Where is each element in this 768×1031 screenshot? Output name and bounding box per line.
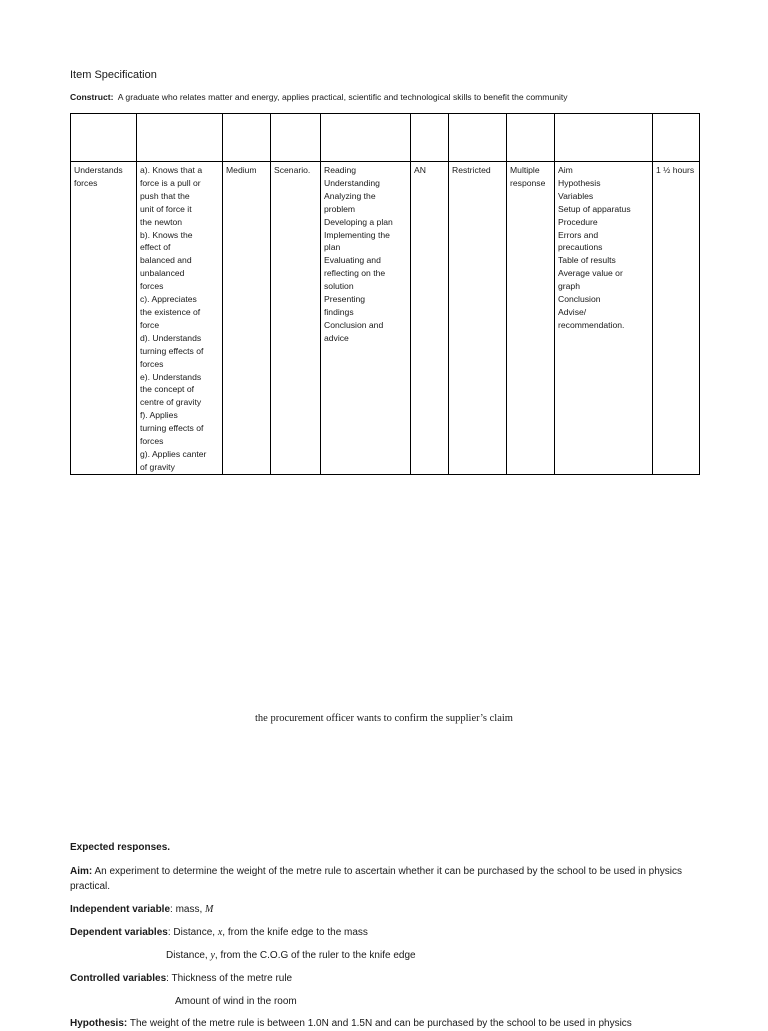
cell-line: c). Appreciates [140,294,197,305]
difficulty-cell: Medium [223,162,271,475]
header-cell [223,114,271,162]
construct-label: Construct [70,92,111,102]
cell-line: push that the [140,190,190,201]
response-type-cell: Restricted [449,162,507,475]
cell-line: Table of results [558,255,616,266]
table-row [71,162,700,475]
scenario-text: the procurement officer wants to confirm the supplier’s claim [255,713,513,724]
page-title: Item Specification [70,69,157,81]
cell-line: Variables [558,190,594,201]
level-cell: AN [411,162,449,475]
header-cell [137,114,223,162]
cell-line: forces [140,436,164,447]
cell-line: g). Applies canter [140,448,207,459]
header-cell [555,114,653,162]
cell-line: solution [324,281,354,292]
expected-responses-heading: Expected responses. [70,842,171,853]
skills-cell [321,162,411,475]
item-specification-table [70,113,700,475]
aim-response [70,864,710,894]
cell-line: advice [324,332,349,343]
independent-variable: Independent variable: mass, M [70,904,214,915]
header-cell [321,114,411,162]
cell-line: Aim [558,165,573,175]
cell-line: Advise/ [558,306,587,317]
header-cell [507,114,555,162]
cell-line: Developing a plan [324,216,393,227]
aim-text: An experiment to determine the weight of the metre rule to ascertain whether it can be purchased by the school to be used in physics practical. [70,866,683,892]
competence-cell: Understands forces [71,162,137,475]
cell-line: Conclusion [558,294,601,305]
objectives-cell [137,162,223,475]
construct-statement: Construct: A graduate who relates matter and energy, applies practical, scientific and technological skills to benefit the community [70,92,568,102]
cell-line: Understanding [324,177,380,188]
cell-line: Procedure [558,216,598,227]
cell-line: recommendation. [558,319,625,330]
cell-line: force is a pull or [140,177,201,188]
dependent-variable-1: Dependent variables: Distance, x, from the knife edge to the mass [70,927,368,938]
cell-line: Reading [324,165,357,175]
cell-line: graph [558,281,580,292]
cell-line: balanced and [140,255,192,266]
cell-line: unbalanced [140,268,185,279]
cell-line: effect of [140,242,171,253]
cell-line: e). Understands [140,371,202,382]
cell-line: centre of gravity [140,397,202,408]
cell-line: Conclusion and [324,319,384,330]
cell-line: turning effects of [140,423,204,434]
cell-line: Average value or [558,268,623,279]
cell-line: Hypothesis [558,177,601,188]
cell-line: Setup of apparatus [558,203,631,214]
aim-label: Aim: [70,866,93,877]
cell-line: the concept of [140,384,194,395]
dependent-variable-2: Distance, y, from the C.O.G of the ruler to the knife edge [166,950,416,961]
cell-line: forces [140,358,164,369]
cell-line: turning effects of [140,345,204,356]
cell-line: Evaluating and [324,255,381,266]
header-cell [271,114,321,162]
controlled-variable-2: Amount of wind in the room [175,996,297,1007]
cell-line: Presenting [324,294,366,305]
cell-line: Analyzing the [324,190,376,201]
construct-text: A graduate who relates matter and energy, applies practical, scientific and technological skills to benefit the community [117,92,568,102]
cell-line: precautions [558,242,603,253]
cell-line: the newton [140,216,183,227]
elements-cell [555,162,653,475]
table-header-row [71,114,700,162]
header-cell [449,114,507,162]
header-cell [411,114,449,162]
cell-line: Implementing the [324,229,390,240]
hypothesis-response: Hypothesis: The weight of the metre rule is between 1.0N and 1.5N and can be purchased by the school to be used in physics [70,1018,632,1029]
cell-line: forces [140,281,164,292]
cell-line: of gravity [140,461,175,472]
header-cell [653,114,700,162]
cell-line: findings [324,306,354,317]
cell-line: problem [324,203,356,214]
time-cell: 1 ½ hours [653,162,700,475]
cell-line: d). Understands [140,332,202,343]
controlled-variable-1: Controlled variables: Thickness of the metre rule [70,973,293,984]
cell-line: the existence of [140,306,201,317]
cell-line: reflecting on the [324,268,386,279]
item-type-cell: Scenario. [271,162,321,475]
header-cell [71,114,137,162]
cell-line: force [140,319,160,330]
cell-line: a). Knows that a [140,165,203,175]
cell-line: Errors and [558,229,599,240]
cell-line: plan [324,242,341,253]
cell-line: unit of force it [140,203,192,214]
response-mode-cell: Multiple response [507,162,555,475]
cell-line: b). Knows the [140,229,193,240]
cell-line: f). Applies [140,410,178,421]
